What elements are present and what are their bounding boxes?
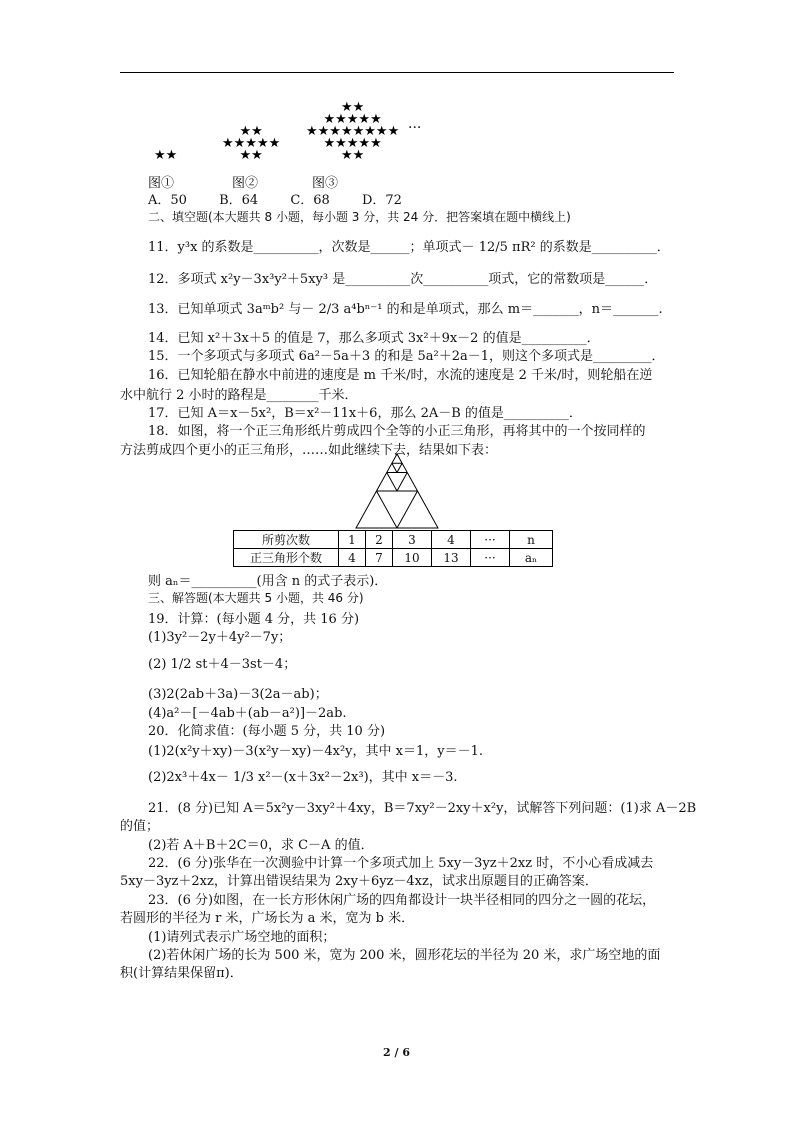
figure-ellipsis: ··· — [408, 120, 422, 136]
star-row: ★★★★★ — [222, 136, 281, 151]
question-19-2: (2) 1/2 st＋4－3st－4； — [148, 657, 297, 672]
question-22: 22．(6 分)张华在一次测验中计算一个多项式加上 5xy－3yz＋2xz 时，不小心看成减去 — [148, 856, 654, 871]
question-23: 23．(6 分)如图，在一长方形休闲广场的四角都设计一块半径相同的四分之一圆的花坛， — [148, 893, 656, 908]
page-number: 2 / 6 — [383, 1046, 410, 1059]
table-cell: 3 — [393, 531, 432, 549]
question-23-cont: 若圆形的半径为 r 米，广场长为 a 米，宽为 b 米． — [120, 911, 415, 926]
star-row: ★★★★★ — [323, 136, 382, 151]
cut-count-table — [233, 530, 553, 567]
question-18-cont: 方法剪成四个更小的正三角形，……如此继续下去，结果如下表： — [120, 443, 498, 458]
header-rule — [120, 72, 674, 73]
choice-row — [148, 189, 402, 208]
table-cell: 2 — [366, 531, 393, 549]
question-18: 18．如图，将一个正三角形纸片剪成四个全等的小正三角形，再将其中的一个按同样的 — [148, 424, 646, 439]
star-row: ★★ — [239, 148, 263, 163]
choice-c: C．68 — [290, 193, 330, 208]
table-cell: 所剪次数 — [234, 531, 339, 549]
question-16-cont: 水中航行 2 小时的路程是________千米． — [120, 388, 358, 403]
table-cell: ··· — [471, 531, 510, 549]
triangle-subdivision-figure — [354, 452, 440, 530]
question-15: 15．一个多项式与多项式 6a²－5a＋3 的和是 5a²＋2a－1，则这个多项式是_________． — [148, 349, 665, 364]
question-14: 14．已知 x²＋3x＋5 的值是 7，那么多项式 3x²＋9x－2 的值是__________． — [148, 331, 600, 346]
question-23-2: (2)若休闲广场的长为 500 米，宽为 200 米，圆形花坛的半径为 20 米，求广场空地的面 — [148, 948, 661, 963]
table-row — [234, 549, 553, 567]
table-cell: 正三角形个数 — [234, 549, 339, 567]
question-11: 11．y³x 的系数是__________，次数是______；单项式－ 12/5 πR² 的系数是__________． — [148, 240, 670, 255]
question-19-1: (1)3y²－2y＋4y²－7y； — [148, 630, 292, 645]
figure-label: 图② — [232, 176, 259, 191]
figure-label: 图① — [148, 176, 175, 191]
table-cell: 13 — [432, 549, 471, 567]
question-17: 17．已知 A＝x－5x²，B＝x²－11x＋6，那么 2A－B 的值是__________． — [148, 406, 582, 421]
question-21-cont: 的值； — [120, 819, 160, 834]
figure-label: 图③ — [312, 176, 339, 191]
question-23-1: (1)请列式表示广场空地的面积； — [148, 930, 336, 945]
table-cell: 10 — [393, 549, 432, 567]
star-row: ★★★★★ — [323, 112, 382, 127]
table-cell: aₙ — [510, 549, 553, 567]
table-row — [234, 531, 553, 549]
question-23-2-cont: 积(计算结果保留π)． — [120, 966, 243, 981]
star-row: ★★ — [154, 148, 178, 163]
figure-labels — [148, 172, 448, 190]
question-21: 21．(8 分)已知 A＝5x²y－3xy²＋4xy，B＝7xy²－2xy＋x²y，试解答下列问题：(1)求 A－2B — [148, 801, 697, 816]
star-row: ★★ — [340, 148, 365, 163]
figure-2-stars — [222, 126, 280, 162]
table-cell: n — [510, 531, 553, 549]
question-18-answer: 则 aₙ＝__________(用含 n 的式子表示)． — [148, 574, 388, 589]
table-cell: ··· — [471, 549, 510, 567]
question-13: 13．已知单项式 3aᵐb² 与－ 2/3 a⁴bⁿ⁻¹ 的和是单项式，那么 m＝_______，n＝_______. — [148, 302, 663, 317]
question-21-part-2: (2)若 A＋B＋2C＝0，求 C－A 的值． — [148, 838, 374, 853]
section-3-heading: 三、解答题(本大题共 5 小题，共 46 分) — [148, 591, 364, 605]
question-19-4: (4)a²－[－4ab＋(ab－a²)]－2ab. — [148, 706, 347, 721]
table-cell: 1 — [339, 531, 366, 549]
table-cell: 7 — [366, 549, 393, 567]
question-12: 12．多项式 x²y－3x³y²＋5xy³ 是__________次__________项式，它的常数项是______． — [148, 272, 658, 287]
section-2-heading: 二、填空题(本大题共 8 小题，每小题 3 分，共 24 分．把答案填在题中横线上) — [148, 210, 571, 224]
question-22-cont: 5xy－3yz＋2xz，计算出错误结果为 2xy＋6yz－4xz，试求出原题目的正确答案． — [120, 874, 598, 889]
question-20-2: (2)2x³＋4x－ 1/3 x²－(x＋3x²－2x³)，其中 x＝－3. — [148, 770, 458, 785]
table-cell: 4 — [432, 531, 471, 549]
star-row: ★★ — [340, 100, 365, 115]
star-row: ★★ — [239, 124, 263, 139]
choice-a: A．50 — [148, 193, 187, 208]
question-19-3: (3)2(2ab＋3a)－3(2a－ab)； — [148, 687, 328, 702]
choice-b: B．64 — [219, 193, 259, 208]
star-row: ★★★★★★★★ — [306, 124, 400, 139]
figure-3-stars — [306, 102, 399, 162]
question-20: 20．化简求值：(每小题 5 分，共 10 分) — [148, 724, 386, 739]
question-20-1: (1)2(x²y＋xy)－3(x²y－xy)－4x²y，其中 x＝1，y＝－1. — [148, 744, 484, 759]
figure-1-stars — [154, 150, 177, 162]
table-cell: 4 — [339, 549, 366, 567]
choice-d: D．72 — [361, 193, 402, 208]
star-figures — [150, 96, 470, 166]
question-16: 16．已知轮船在静水中前进的速度是 m 千米/时，水流的速度是 2 千米/时，则轮船在逆 — [148, 368, 653, 383]
question-19: 19．计算：(每小题 4 分，共 16 分) — [148, 612, 360, 627]
